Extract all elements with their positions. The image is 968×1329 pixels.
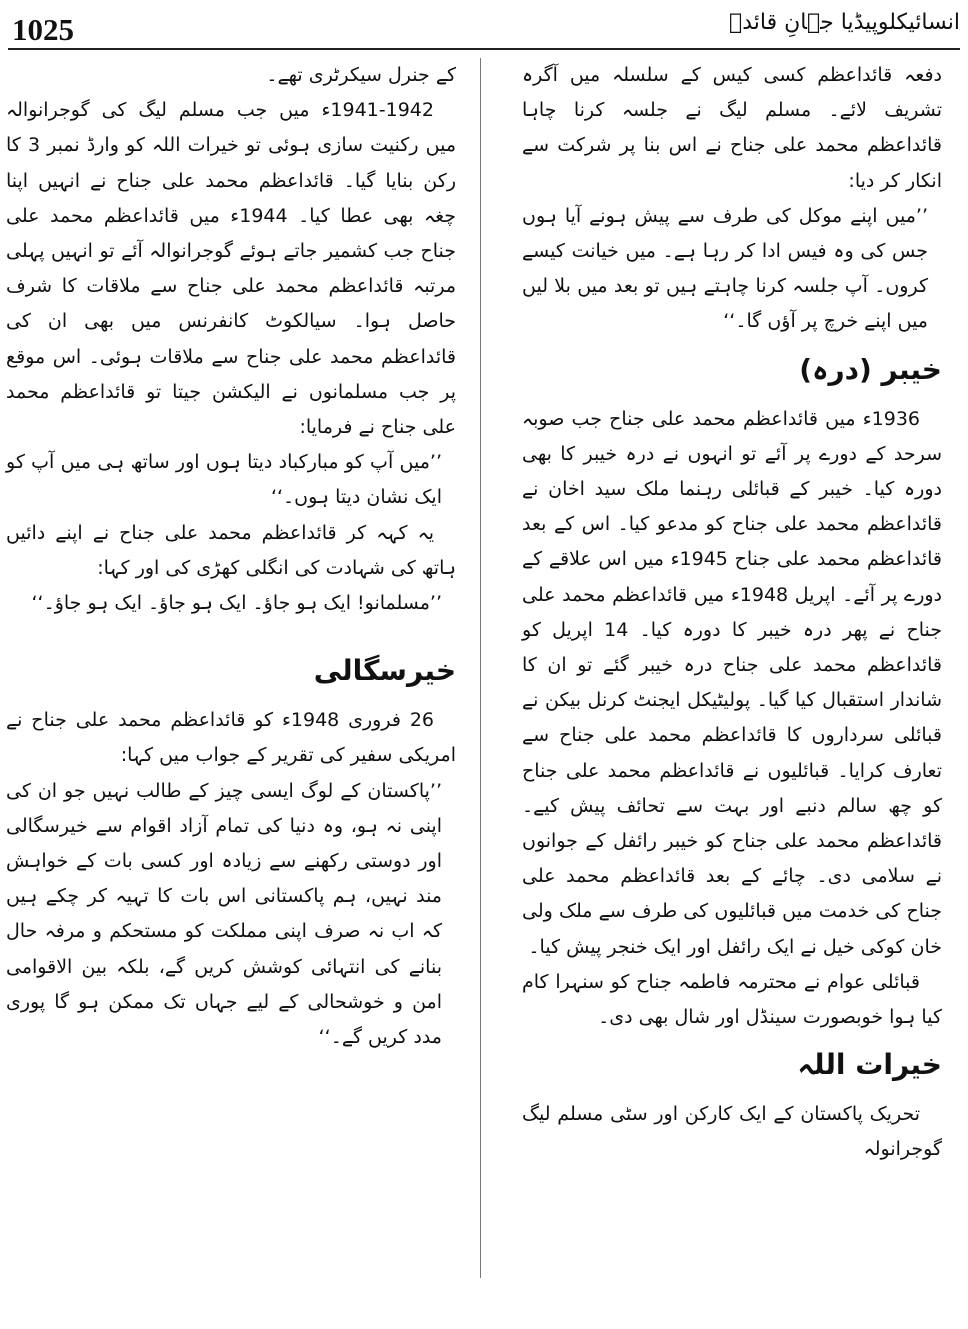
paragraph-khyber-visit: 1936ء میں قائداعظم محمد علی جناح جب صوبہ سرحد کے دورے پر آئے تو انہوں نے درہ خیبر کا بھی دورہ کیا۔ خیبر کے قبائلی رہنما ملک سید اخان نے قائداعظم محمد علی جناح کو مدعو کیا۔ اس کے بعد قائداعظم محمد علی جناح 1945ء میں اس علاقے کے دورے پر آئے۔ اپریل 1948ء میں قائداعظم محمد علی جناح نے پھر درہ خیبر کا دورہ کیا۔ 14 اپریل کو قائداعظم محمد علی جناح درہ خیبر گئے تو ان کا شاندار استقبال کیا گیا۔ پولیٹیکل ایجنٹ کرنل بیکن نے قبائلی سرداروں کا قائداعظم محمد علی جناح سے تعارف کرایا۔ قبائلیوں نے قائداعظم محمد علی جناح کو چھ سالم دنبے اور بہت سے تحائف پیش کیے۔ قائداعظم محمد علی جناح کو خیبر رائفل کے جوانوں نے سلامی دی۔ چائے کے بعد قائداعظم محمد علی جناح کی خدمت میں قبائلیوں کی طرف سے ملک ولی خان کوکی خیل نے ایک رائفل اور ایک خنجر پیش کیا۔ — [522, 407, 943, 958]
heading-khairat-ullah: خیرات اللہ — [797, 1048, 942, 1082]
paragraph-finger-raised: یہ کہہ کر قائداعظم محمد علی جناح نے اپنے دائیں ہاتھ کی شہادت کی انگلی کھڑی کی اور کہا: — [6, 521, 456, 579]
quote-client-fee: ’’میں اپنے موکل کی طرف سے پیش ہونے آیا ہوں جس کی وہ فیس ادا کر رہا ہے۔ میں خیانت کیسے کروں۔ آپ جلسہ کرنا چاہتے ہیں تو بعد میں بلا لیں میں اپنے خرچ پر آؤں گا۔‘‘ — [522, 204, 928, 333]
running-title: انسائیکلوپیڈیا جہانِ قائدؒ — [729, 10, 960, 35]
quote-unite: ’’مسلمانو! ایک ہو جاؤ۔ ایک ہو جاؤ۔ ایک ہو جاؤ۔‘‘ — [31, 592, 442, 615]
paragraph-intro: دفعہ قائداعظم کسی کیس کے سلسلہ میں آگرہ تشریف لائے۔ مسلم لیگ نے جلسہ کرنا چاہا قائداعظم محمد علی جناح نے اس بنا پر شرکت سے انکار کر دیا: — [522, 64, 942, 192]
paragraph-khairat-ullah-bio: 1941-1942ء میں جب مسلم لیگ کی گوجرانوالہ میں رکنیت سازی ہوئی تو خیرات اللہ کو وارڈ نمبر 3 کا رکن بنایا گیا۔ قائداعظم محمد علی جناح نے انہیں اپنا چغہ بھی عطا کیا۔ 1944ء میں قائداعظم محمد علی جناح جب کشمیر جاتے ہوئے گوجرانوالہ آئے تو انہیں پہلی مرتبہ قائداعظم محمد علی جناح سے ملاقات کا شرف حاصل ہوا۔ سیالکوٹ کانفرنس میں بھی ان کی قائداعظم محمد علی جناح سے ملاقات ہوئی۔ اس موقع پر جب مسلمانوں نے الیکشن جیتا تو قائداعظم محمد علی جناح نے فرمایا: — [6, 99, 457, 439]
heading-khairsagali: خیرسگالی — [313, 654, 456, 688]
header-rule — [8, 48, 960, 50]
page-number: 1025 — [12, 12, 74, 47]
column-divider — [480, 58, 481, 1278]
page-header — [0, 0, 968, 50]
paragraph-khyber-gifts: قبائلی عوام نے محترمہ فاطمہ جناح کو سنہرا کام کیا ہوا خوبصورت سینڈل اور شال بھی دی۔ — [522, 970, 942, 1029]
paragraph-khairat-ullah-start: تحریک پاکستان کے ایک کارکن اور سٹی مسلم لیگ گوجرانولہ — [522, 1103, 942, 1161]
quote-congratulations: ’’میں آپ کو مبارکباد دیتا ہوں اور ساتھ ہی میں آپ کو ایک نشان دیتا ہوں۔‘‘ — [6, 451, 442, 509]
paragraph-khairsagali-intro: 26 فروری 1948ء کو قائداعظم محمد علی جناح نے امریکی سفیر کی تقریر کے جواب میں کہا: — [6, 709, 456, 767]
paragraph-continuation: کے جنرل سیکرٹری تھے۔ — [266, 64, 456, 86]
right-column — [522, 58, 942, 1168]
heading-khyber: خیبر (درہ) — [799, 352, 942, 386]
quote-goodwill: ’’پاکستان کے لوگ ایسی چیز کے طالب نہیں جو ان کی اپنی نہ ہو، وہ دنیا کی تمام آزاد اقوام سے خیرسگالی اور دوستی رکھنے سے زیادہ اور کسی بات کے خواہش مند نہیں، ہم پاکستانی اس بات کا تہیہ کر چکے ہیں کہ اب نہ صرف اپنی مملکت کو مستحکم و مرفہ حال بنانے کی انتہائی کوشش کریں گے، بلکہ بین الاقوامی امن و خوشحالی کے لیے جہاں تک ممکن ہو گا پوری مدد کریں گے۔‘‘ — [6, 779, 442, 1049]
left-column — [6, 58, 456, 1055]
